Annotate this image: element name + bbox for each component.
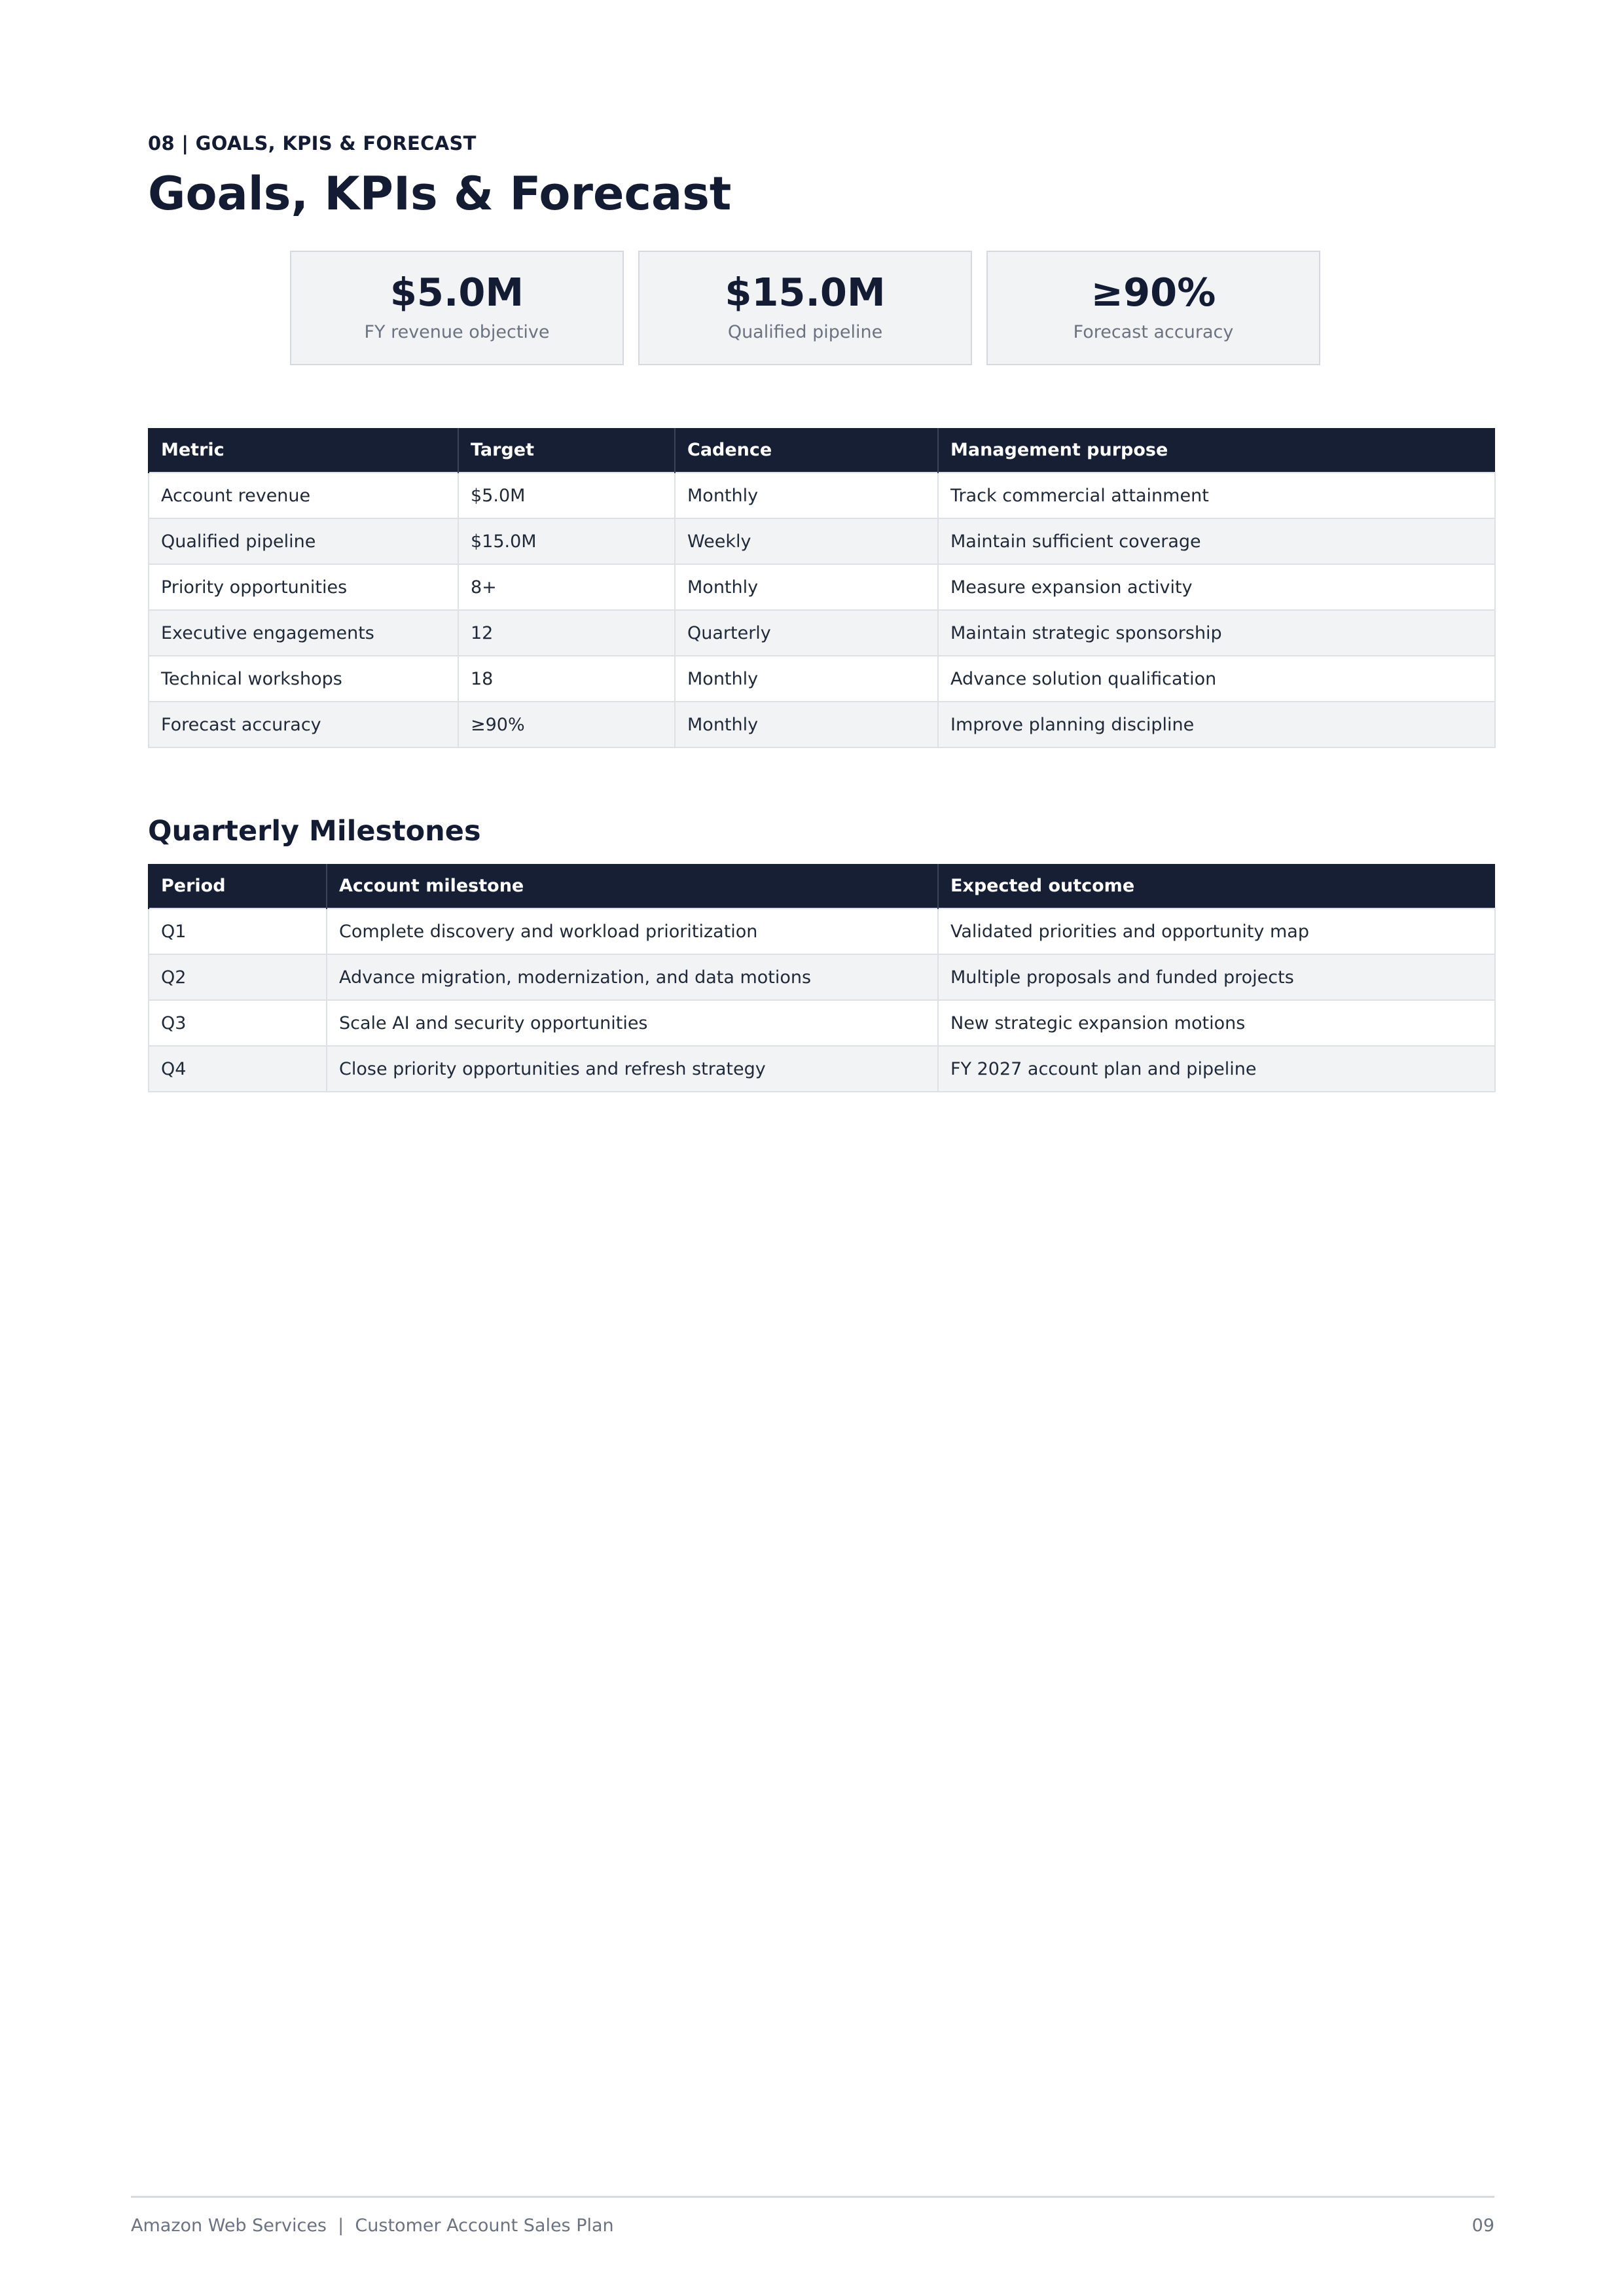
section-subtitle: Quarterly Milestones [148, 815, 481, 848]
footer-divider [131, 2196, 1494, 2198]
table-cell: Q2 [149, 954, 327, 1000]
table-cell: Complete discovery and workload prioritization [327, 908, 938, 954]
table-cell: 12 [458, 610, 675, 656]
table-cell: 8+ [458, 564, 675, 610]
column-header: Cadence [675, 428, 938, 473]
table-cell: Qualified pipeline [149, 518, 458, 564]
kpi-label: FY revenue objective [364, 321, 550, 342]
table-cell: Q3 [149, 1000, 327, 1046]
kpi-value: $5.0M [389, 270, 524, 315]
table-cell: Maintain sufficient coverage [938, 518, 1495, 564]
table-row [149, 564, 1495, 610]
milestones-table [148, 864, 1496, 1092]
column-header: Metric [149, 428, 458, 473]
table-cell: Validated priorities and opportunity map [938, 908, 1495, 954]
table-cell: Monthly [675, 702, 938, 747]
table-cell: Q1 [149, 908, 327, 954]
table-row [149, 473, 1495, 518]
table-row [149, 1046, 1495, 1092]
table-cell: Scale AI and security opportunities [327, 1000, 938, 1046]
table-cell: 18 [458, 656, 675, 702]
table-cell: Weekly [675, 518, 938, 564]
table-cell: Forecast accuracy [149, 702, 458, 747]
table-cell: Q4 [149, 1046, 327, 1092]
table-row [149, 518, 1495, 564]
table-cell: Advance migration, modernization, and data motions [327, 954, 938, 1000]
kpi-label: Forecast accuracy [1073, 321, 1234, 342]
kpi-label: Qualified pipeline [727, 321, 883, 342]
table-cell: Monthly [675, 473, 938, 518]
table-header-row [149, 864, 1495, 908]
table-cell: Advance solution qualification [938, 656, 1495, 702]
kpi-card-forecast-accuracy [986, 251, 1320, 365]
table-cell: Close priority opportunities and refresh strategy [327, 1046, 938, 1092]
kpi-value: ≥90% [1091, 270, 1216, 315]
column-header: Target [458, 428, 675, 473]
table-cell: $5.0M [458, 473, 675, 518]
table-cell: Monthly [675, 564, 938, 610]
table-cell: Quarterly [675, 610, 938, 656]
column-header: Account milestone [327, 864, 938, 908]
table-row [149, 610, 1495, 656]
table-cell: Multiple proposals and funded projects [938, 954, 1495, 1000]
page-title: Goals, KPIs & Forecast [148, 167, 732, 221]
kpi-value: $15.0M [725, 270, 886, 315]
table-row [149, 954, 1495, 1000]
table-cell: Track commercial attainment [938, 473, 1495, 518]
table-cell: Monthly [675, 656, 938, 702]
table-cell: $15.0M [458, 518, 675, 564]
kpi-card-pipeline [638, 251, 972, 365]
footer-text: Amazon Web Services | Customer Account Sales Plan [131, 2215, 614, 2236]
column-header: Period [149, 864, 327, 908]
table-cell: Improve planning discipline [938, 702, 1495, 747]
table-cell: Technical workshops [149, 656, 458, 702]
table-cell: ≥90% [458, 702, 675, 747]
table-cell: FY 2027 account plan and pipeline [938, 1046, 1495, 1092]
table-cell: Priority opportunities [149, 564, 458, 610]
table-row [149, 656, 1495, 702]
table-cell: New strategic expansion motions [938, 1000, 1495, 1046]
column-header: Expected outcome [938, 864, 1495, 908]
table-cell: Maintain strategic sponsorship [938, 610, 1495, 656]
table-row [149, 908, 1495, 954]
table-row [149, 1000, 1495, 1046]
table-cell: Executive engagements [149, 610, 458, 656]
table-cell: Measure expansion activity [938, 564, 1495, 610]
page-number: 09 [1471, 2215, 1494, 2236]
column-header: Management purpose [938, 428, 1495, 473]
kpi-card-revenue [290, 251, 624, 365]
kpi-table [148, 428, 1496, 748]
table-cell: Account revenue [149, 473, 458, 518]
table-header-row [149, 428, 1495, 473]
section-label: 08 | GOALS, KPIS & FORECAST [148, 132, 477, 154]
table-row [149, 702, 1495, 747]
